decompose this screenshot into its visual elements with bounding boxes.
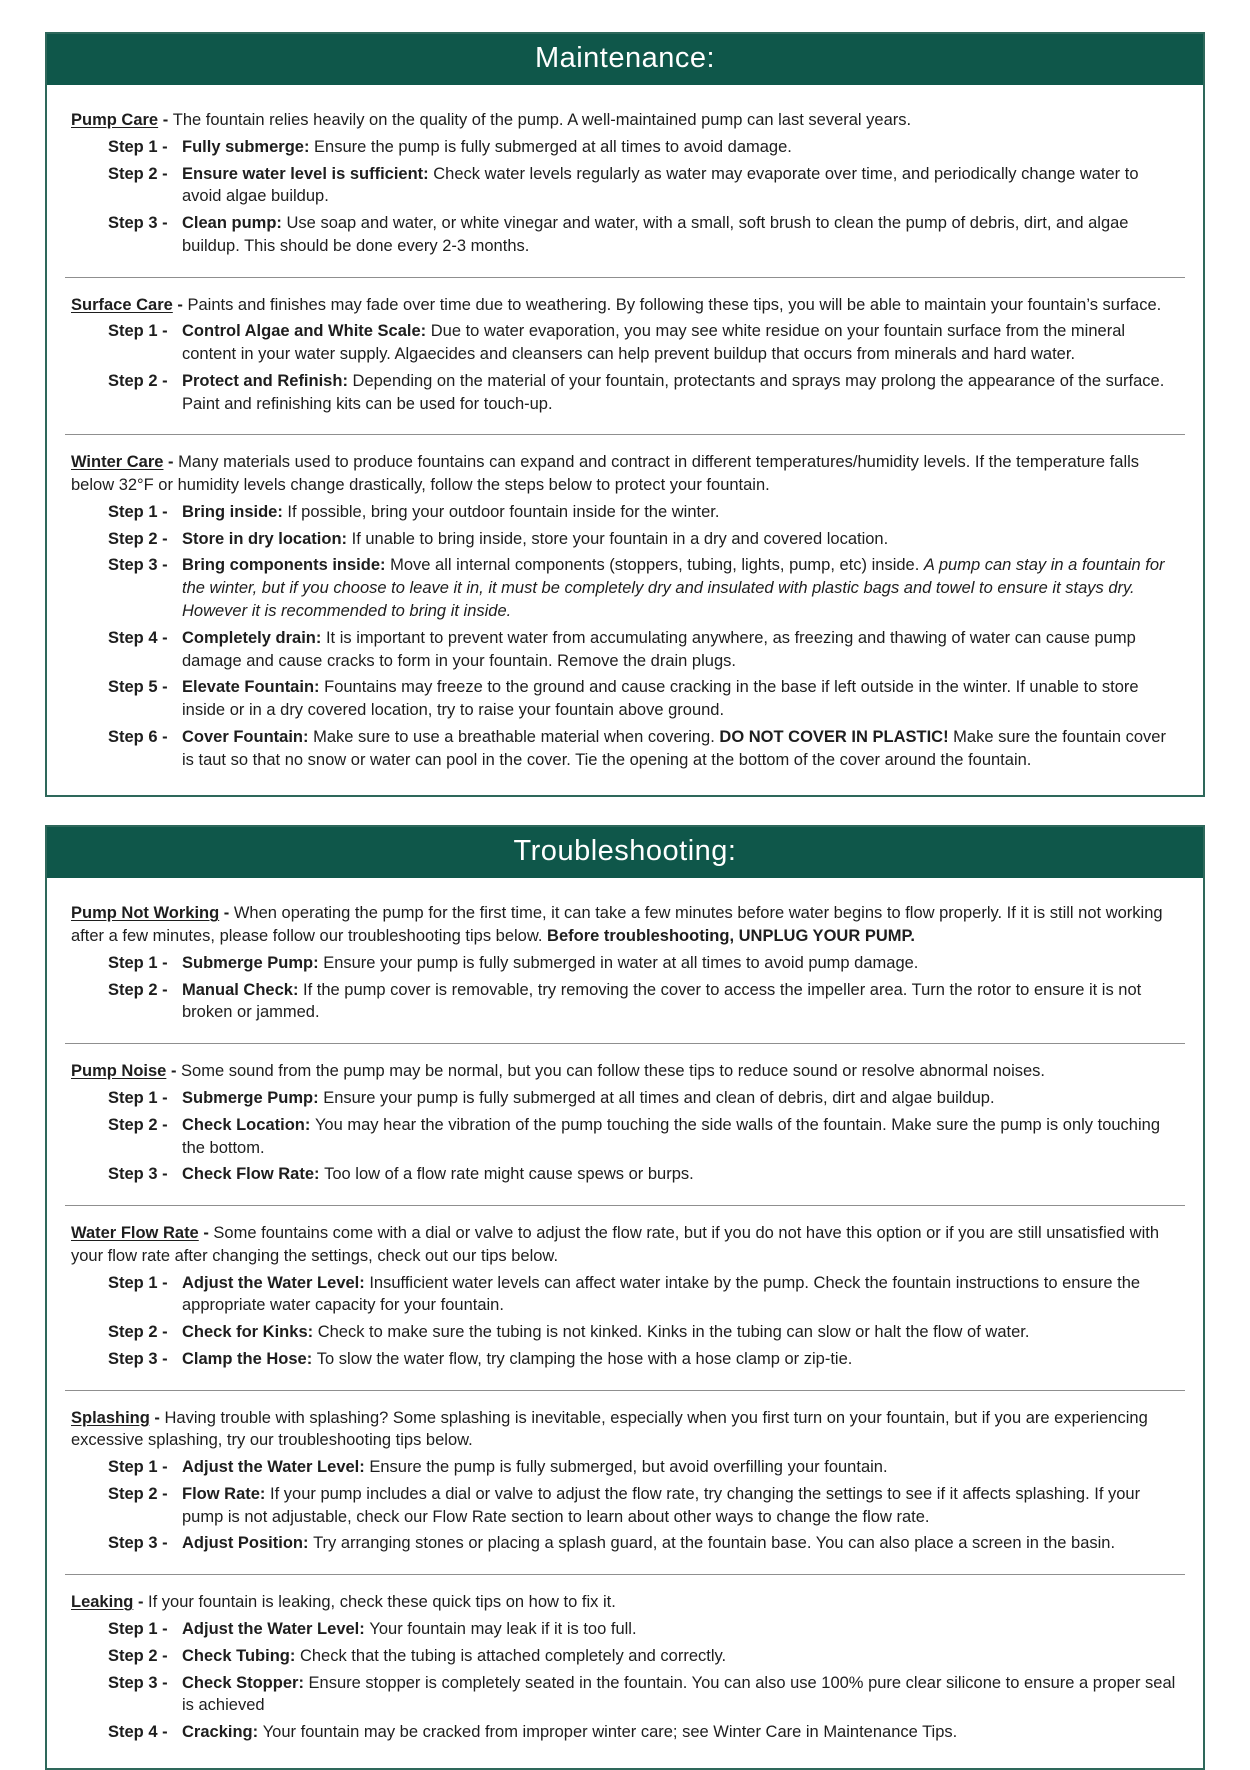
group-intro-winter-care: Winter Care - Many materials used to produce fountains can expand and contract in different temperatures/humidity levels. If the temperature falls below 32°F or humidity levels change drastically, follow the steps below to protect your fountain. (71, 453, 1140, 495)
step-row (108, 952, 1179, 975)
step-row (108, 627, 1179, 673)
group-intro-leaking: Leaking - If your fountain is leaking, check these quick tips on how to fix it. (71, 1593, 616, 1612)
step-text: Submerge Pump: Ensure your pump is fully submerged in water at all times to avoid pump damage. (182, 953, 919, 972)
step-bold-text: DO NOT COVER IN PLASTIC! (719, 727, 949, 746)
group-splashing (71, 1397, 1179, 1564)
step-text: Manual Check: If the pump cover is removable, try removing the cover to access the impeller area. Turn the rotor to ensure it is not broken or jammed. (182, 980, 1142, 1022)
step-lead: Bring components inside: (182, 556, 391, 575)
step-number: Step 2 - (108, 1484, 168, 1503)
step-lead: Elevate Fountain: (182, 678, 325, 697)
heading-dash: - (219, 904, 234, 923)
group-leaking (71, 1581, 1179, 1752)
steps-list (108, 1087, 1179, 1186)
maintenance-section (45, 32, 1205, 797)
step-lead: Ensure water level is sufficient: (182, 164, 434, 183)
step-italic-text: A pump can stay in a fountain for the winter, but if you choose to leave it in, it must be completely dry and insulated with plastic bags and towel to ensure it stays dry. However it is recommended to bring it inside. (182, 556, 1165, 621)
step-number: Step 1 - (108, 1619, 168, 1638)
step-lead: Flow Rate: (182, 1484, 271, 1503)
step-text: Completely drain: It is important to prevent water from accumulating anywhere, as freezing and thawing of water can cause pump damage and cause cracks to form in your fountain. Remove the drain plugs. (182, 628, 1136, 670)
maintenance-content (47, 85, 1203, 795)
step-lead: Cover Fountain: (182, 727, 314, 746)
heading-dash: - (166, 1062, 182, 1081)
step-row (108, 1618, 1179, 1641)
step-text: Adjust the Water Level: Insufficient water levels can affect water intake by the pump. Check the fountain instructions to ensure the appropriate water capacity for your fountain. (182, 1273, 1141, 1315)
step-lead: Clamp the Hose: (182, 1349, 317, 1368)
group-intro-pump-noise: Pump Noise - Some sound from the pump may be normal, but you can follow these tips to reduce sound or resolve abnormal noises. (71, 1062, 1045, 1081)
heading-dash: - (163, 453, 179, 472)
step-lead: Manual Check: (182, 980, 304, 999)
group-heading-splashing: Splashing (71, 1408, 150, 1427)
step-text: Clean pump: Use soap and water, or white vinegar and water, with a small, soft brush to clean the pump of debris, dirt, and algae buildup. This should be done every 2-3 months. (182, 214, 1129, 255)
heading-dash: - (149, 1408, 165, 1427)
step-row (108, 1456, 1179, 1479)
heading-dash: - (172, 295, 188, 314)
step-row (108, 1645, 1179, 1668)
step-row (108, 554, 1179, 622)
step-text: Store in dry location: If unable to bring inside, store your fountain in a dry and covered location. (182, 529, 889, 548)
group-intro-surface-care: Surface Care - Paints and finishes may fade over time due to weathering. By following these tips, you will be able to maintain your fountain’s surface. (71, 295, 1162, 314)
step-row (108, 501, 1179, 524)
step-text: Clamp the Hose: To slow the water flow, try clamping the hose with a hose clamp or zip-tie. (182, 1349, 853, 1368)
step-row (108, 163, 1179, 209)
step-text: Cracking: Your fountain may be cracked from improper winter care; see Winter Care in Maintenance Tips. (182, 1723, 958, 1742)
step-text: Check Flow Rate: Too low of a flow rate might cause spews or burps. (182, 1165, 694, 1184)
step-number: Step 1 - (108, 953, 168, 972)
group-intro-pump-care: Pump Care - The fountain relies heavily on the quality of the pump. A well-maintained pump can last several years. (71, 111, 912, 129)
step-text: Submerge Pump: Ensure your pump is fully submerged at all times and clean of debris, dirt and algae buildup. (182, 1088, 995, 1107)
step-row (108, 979, 1179, 1025)
step-lead: Check for Kinks: (182, 1323, 318, 1342)
step-text: Cover Fountain: Make sure to use a breathable material when covering. DO NOT COVER IN PLASTIC! Make sure the fountain cover is taut so that no snow or water can pool in the cover. Tie the opening at the bottom of the cover around the fountain. (182, 727, 1166, 769)
group-heading-surface-care: Surface Care (71, 295, 173, 314)
group-water-flow-rate (71, 1212, 1179, 1379)
step-lead: Clean pump: (182, 214, 287, 233)
group-heading-pump-care: Pump Care (71, 111, 159, 129)
step-lead: Check Stopper: (182, 1673, 309, 1692)
step-number: Step 3 - (108, 1165, 168, 1184)
step-lead: Fully submerge: (182, 137, 315, 156)
step-lead: Adjust the Water Level: (182, 1619, 370, 1638)
step-text: Fully submerge: Ensure the pump is fully submerged at all times to avoid damage. (182, 137, 792, 156)
step-number: Step 2 - (108, 529, 168, 548)
step-number: Step 2 - (108, 1323, 168, 1342)
step-text: Flow Rate: If your pump includes a dial or valve to adjust the flow rate, try changing the settings to see if it affects splashing. If your pump is not adjustable, check our Flow Rate section to learn about other ways to change the flow rate. (182, 1484, 1141, 1526)
step-lead: Completely drain: (182, 628, 326, 647)
step-number: Step 2 - (108, 1115, 168, 1134)
step-text: Bring inside: If possible, bring your outdoor fountain inside for the winter. (182, 502, 720, 521)
troubleshooting-title: Troubleshooting: (513, 835, 737, 868)
group-separator (65, 1205, 1185, 1206)
step-lead: Adjust the Water Level: (182, 1273, 370, 1292)
group-intro-water-flow-rate: Water Flow Rate - Some fountains come with a dial or valve to adjust the flow rate, but if you do not have this option or if you are still unsatisfied with your flow rate after changing the settings, check out our tips below. (71, 1224, 1160, 1265)
step-text: Control Algae and White Scale: Due to water evaporation, you may see white residue on your fountain surface from the mineral content in your water supply. Algaecides and cleansers can help prevent buildup that occurs from minerals and hard water. (182, 322, 1126, 364)
troubleshooting-header-bar (47, 827, 1203, 878)
step-number: Step 2 - (108, 1646, 168, 1665)
step-lead: Store in dry location: (182, 529, 352, 548)
heading-dash: - (198, 1224, 214, 1243)
step-text: Elevate Fountain: Fountains may freeze to the ground and cause cracking in the base if left outside in the winter. If unable to store inside or in a dry covered location, try to raise your fountain above ground. (182, 678, 1139, 720)
step-text: Check Stopper: Ensure stopper is completely seated in the fountain. You can also use 100% pure clear silicone to ensure a proper seal is achieved (182, 1673, 1176, 1715)
step-row (108, 1087, 1179, 1110)
step-lead: Protect and Refinish: (182, 371, 353, 390)
step-row (108, 136, 1179, 159)
step-text: Adjust the Water Level: Ensure the pump is fully submerged, but avoid overfilling your fountain. (182, 1458, 888, 1477)
step-number: Step 3 - (108, 556, 168, 575)
step-text: Bring components inside: Move all internal components (stoppers, tubing, lights, pump, etc) inside. A pump can stay in a fountain for the winter, but if you choose to leave it in, it must be completely dry and insulated with plastic bags and towel to ensure it stays dry. However it is recommended to bring it inside. (182, 556, 1165, 621)
step-number: Step 5 - (108, 678, 168, 697)
group-separator (65, 1390, 1185, 1391)
step-lead: Adjust the Water Level: (182, 1458, 370, 1477)
step-row (108, 1114, 1179, 1160)
troubleshooting-content (47, 878, 1203, 1767)
group-heading-winter-care: Winter Care (71, 453, 164, 472)
group-heading-pump-noise: Pump Noise (71, 1062, 167, 1081)
heading-dash: - (133, 1593, 149, 1612)
group-heading-water-flow-rate: Water Flow Rate (71, 1224, 199, 1243)
step-number: Step 3 - (108, 1349, 168, 1368)
group-intro-splashing: Splashing - Having trouble with splashing? Some splashing is inevitable, especially when you first turn on your fountain, but if you are experiencing excessive splashing, try our troubleshooting tips below. (71, 1408, 1148, 1450)
group-separator (65, 1574, 1185, 1575)
step-text: Adjust the Water Level: Your fountain may leak if it is too full. (182, 1619, 637, 1638)
step-number: Step 2 - (108, 164, 168, 183)
step-text: Ensure water level is sufficient: Check water levels regularly as water may evaporate over time, and periodically change water to avoid algae buildup. (182, 164, 1139, 206)
step-lead: Bring inside: (182, 502, 288, 521)
step-row (108, 1483, 1179, 1529)
step-number: Step 2 - (108, 371, 168, 390)
group-separator (65, 1043, 1185, 1044)
step-lead: Check Flow Rate: (182, 1165, 325, 1184)
step-row (108, 212, 1179, 258)
steps-list (108, 1272, 1179, 1371)
heading-dash: - (158, 111, 173, 129)
intro-bold-text: Before troubleshooting, UNPLUG YOUR PUMP. (547, 927, 915, 946)
steps-list (108, 501, 1179, 771)
step-number: Step 4 - (108, 628, 168, 647)
step-row (108, 320, 1179, 366)
step-number: Step 1 - (108, 1458, 168, 1477)
step-number: Step 1 - (108, 1273, 168, 1292)
step-number: Step 3 - (108, 214, 168, 233)
group-surface-care (71, 284, 1179, 424)
step-row (108, 1163, 1179, 1186)
group-heading-leaking: Leaking (71, 1593, 134, 1612)
step-text: Adjust Position: Try arranging stones or placing a splash guard, at the fountain base. You can also place a screen in the basin. (182, 1534, 1116, 1553)
step-row (108, 1532, 1179, 1555)
step-row (108, 370, 1179, 416)
step-lead: Adjust Position: (182, 1534, 314, 1553)
step-row (108, 1721, 1179, 1744)
step-row (108, 1672, 1179, 1718)
troubleshooting-section (45, 825, 1205, 1769)
step-number: Step 2 - (108, 980, 168, 999)
group-heading-pump-not-working: Pump Not Working (71, 904, 220, 923)
step-lead: Control Algae and White Scale: (182, 322, 431, 341)
group-pump-care (71, 99, 1179, 266)
maintenance-header-bar (47, 34, 1203, 85)
steps-list (108, 952, 1179, 1024)
steps-list (108, 1618, 1179, 1744)
group-winter-care (71, 441, 1179, 779)
step-row (108, 726, 1179, 772)
step-row (108, 528, 1179, 551)
step-text: Check for Kinks: Check to make sure the tubing is not kinked. Kinks in the tubing can slow or halt the flow of water. (182, 1323, 1030, 1342)
step-lead: Submerge Pump: (182, 1088, 324, 1107)
step-lead: Check Location: (182, 1115, 315, 1134)
step-row (108, 1272, 1179, 1318)
step-text: Protect and Refinish: Depending on the material of your fountain, protectants and sprays may prolong the appearance of the surface. Paint and refinishing kits can be used for touch-up. (182, 371, 1165, 413)
step-number: Step 1 - (108, 137, 168, 156)
step-number: Step 1 - (108, 1088, 168, 1107)
step-row (108, 1348, 1179, 1371)
step-number: Step 3 - (108, 1534, 168, 1553)
step-number: Step 6 - (108, 727, 168, 746)
group-pump-not-working (71, 892, 1179, 1032)
steps-list (108, 1456, 1179, 1555)
step-number: Step 1 - (108, 502, 168, 521)
step-number: Step 3 - (108, 1673, 168, 1692)
group-pump-noise (71, 1050, 1179, 1194)
maintenance-title: Maintenance: (534, 42, 716, 74)
steps-list (108, 136, 1179, 258)
step-number: Step 4 - (108, 1723, 168, 1742)
step-row (108, 676, 1179, 722)
steps-list (108, 320, 1179, 415)
group-separator (65, 434, 1185, 435)
group-intro-pump-not-working: Pump Not Working - When operating the pump for the first time, it can take a few minutes before water begins to flow properly. If it is still not working after a few minutes, please follow our troubleshooting tips below. Before troubleshooting, UNPLUG YOUR PUMP. (71, 904, 1163, 946)
step-row (108, 1321, 1179, 1344)
step-lead: Cracking: (182, 1723, 263, 1742)
step-number: Step 1 - (108, 322, 168, 341)
step-text: Check Tubing: Check that the tubing is attached completely and correctly. (182, 1646, 727, 1665)
step-lead: Submerge Pump: (182, 953, 324, 972)
group-separator (65, 277, 1185, 278)
step-text: Check Location: You may hear the vibration of the pump touching the side walls of the fountain. Make sure the pump is only touching the bottom. (182, 1115, 1161, 1157)
step-lead: Check Tubing: (182, 1646, 300, 1665)
